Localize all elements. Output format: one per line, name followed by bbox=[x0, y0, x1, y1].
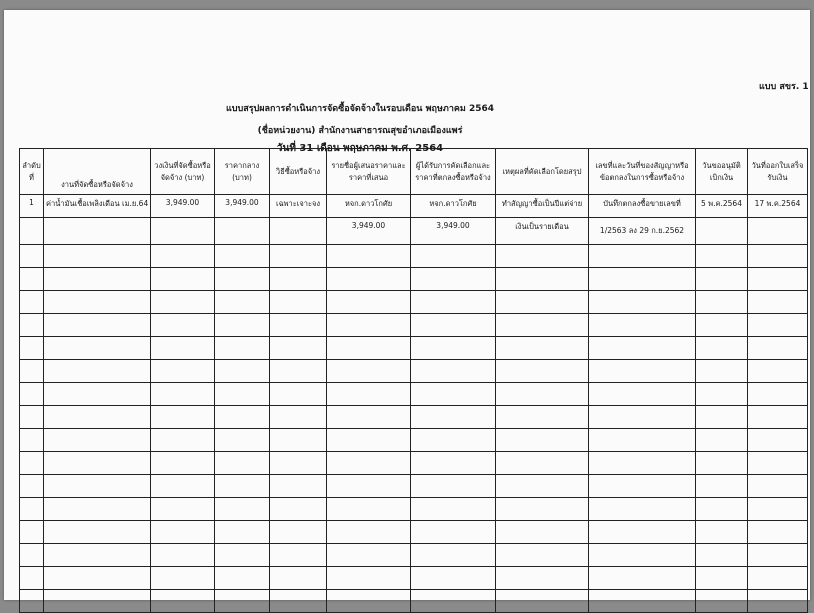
empty-cell bbox=[44, 544, 151, 567]
empty-cell bbox=[748, 475, 808, 498]
empty-cell bbox=[696, 337, 748, 360]
empty-cell bbox=[748, 291, 808, 314]
cell-budget bbox=[151, 218, 215, 245]
empty-cell bbox=[327, 245, 411, 268]
empty-cell bbox=[327, 475, 411, 498]
empty-table-row bbox=[20, 475, 808, 498]
empty-cell bbox=[411, 291, 496, 314]
empty-cell bbox=[748, 406, 808, 429]
table-body bbox=[20, 195, 808, 613]
empty-cell bbox=[496, 360, 589, 383]
procurement-table bbox=[19, 148, 808, 613]
empty-cell bbox=[589, 475, 696, 498]
empty-cell bbox=[748, 521, 808, 544]
empty-cell bbox=[44, 245, 151, 268]
empty-cell bbox=[589, 452, 696, 475]
empty-cell bbox=[215, 521, 270, 544]
empty-cell bbox=[327, 567, 411, 590]
empty-cell bbox=[270, 590, 327, 613]
table-row bbox=[20, 195, 808, 218]
empty-cell bbox=[151, 475, 215, 498]
empty-cell bbox=[151, 268, 215, 291]
empty-cell bbox=[270, 567, 327, 590]
empty-cell bbox=[327, 383, 411, 406]
empty-cell bbox=[411, 544, 496, 567]
empty-cell bbox=[696, 544, 748, 567]
empty-cell bbox=[748, 567, 808, 590]
empty-cell bbox=[589, 337, 696, 360]
empty-cell bbox=[270, 268, 327, 291]
form-code: แบบ สขร. 1 bbox=[759, 82, 809, 92]
empty-cell bbox=[411, 475, 496, 498]
cell-approval-date bbox=[696, 218, 748, 245]
empty-cell bbox=[44, 337, 151, 360]
empty-cell bbox=[327, 406, 411, 429]
empty-cell bbox=[696, 521, 748, 544]
empty-cell bbox=[589, 314, 696, 337]
empty-table-row bbox=[20, 314, 808, 337]
empty-cell bbox=[215, 383, 270, 406]
empty-cell bbox=[496, 245, 589, 268]
empty-cell bbox=[44, 498, 151, 521]
cell-work-item bbox=[44, 218, 151, 245]
empty-cell bbox=[215, 590, 270, 613]
cell-work-item: ค่าน้ำมันเชื้อเพลิงเดือน เม.ย.64 bbox=[44, 195, 151, 218]
empty-cell bbox=[44, 360, 151, 383]
cell-bidder-price: 3,949.00 bbox=[327, 218, 411, 245]
empty-cell bbox=[151, 314, 215, 337]
report-date: วันที่ 31 เดือน พฤษภาคม พ.ศ. 2564 bbox=[276, 143, 444, 154]
empty-cell bbox=[589, 291, 696, 314]
empty-cell bbox=[270, 314, 327, 337]
empty-cell bbox=[748, 429, 808, 452]
table-header-row bbox=[20, 149, 808, 195]
empty-cell bbox=[215, 452, 270, 475]
empty-cell bbox=[589, 544, 696, 567]
cell-receipt-date bbox=[748, 218, 808, 245]
empty-cell bbox=[270, 291, 327, 314]
empty-cell bbox=[44, 590, 151, 613]
empty-cell bbox=[496, 498, 589, 521]
empty-cell bbox=[496, 314, 589, 337]
header-approval-date: วันขออนุมัติเบิกเงิน bbox=[696, 149, 748, 195]
empty-cell bbox=[411, 245, 496, 268]
cell-contract: บันทึกตกลงซื้อขายเลขที่ bbox=[589, 195, 696, 218]
empty-cell bbox=[696, 360, 748, 383]
empty-cell bbox=[20, 544, 44, 567]
cell-approval-date: 5 พ.ค.2564 bbox=[696, 195, 748, 218]
empty-cell bbox=[20, 429, 44, 452]
empty-cell bbox=[44, 452, 151, 475]
empty-cell bbox=[151, 567, 215, 590]
empty-cell bbox=[589, 383, 696, 406]
document-title: แบบสรุปผลการดำเนินการจัดซื้อจัดจ้างในรอบเดือน พฤษภาคม 2564 bbox=[225, 104, 495, 114]
empty-cell bbox=[696, 475, 748, 498]
empty-cell bbox=[44, 521, 151, 544]
empty-cell bbox=[327, 268, 411, 291]
empty-cell bbox=[215, 268, 270, 291]
empty-cell bbox=[696, 429, 748, 452]
empty-cell bbox=[215, 429, 270, 452]
empty-cell bbox=[748, 245, 808, 268]
header-method: วิธีซื้อหรือจ้าง bbox=[270, 149, 327, 195]
empty-cell bbox=[215, 544, 270, 567]
empty-cell bbox=[696, 590, 748, 613]
empty-cell bbox=[748, 268, 808, 291]
empty-cell bbox=[327, 590, 411, 613]
empty-cell bbox=[270, 498, 327, 521]
cell-bidder: หจก.ดาวโกศัย bbox=[327, 195, 411, 218]
empty-cell bbox=[151, 498, 215, 521]
empty-cell bbox=[327, 498, 411, 521]
empty-cell bbox=[20, 498, 44, 521]
empty-table-row bbox=[20, 544, 808, 567]
empty-cell bbox=[696, 498, 748, 521]
empty-cell bbox=[270, 337, 327, 360]
empty-cell bbox=[411, 360, 496, 383]
cell-median-price bbox=[215, 218, 270, 245]
empty-cell bbox=[151, 383, 215, 406]
empty-cell bbox=[270, 406, 327, 429]
empty-cell bbox=[151, 590, 215, 613]
empty-table-row bbox=[20, 337, 808, 360]
header-budget: วงเงินที่จัดซื้อหรือจัดจ้าง (บาท) bbox=[151, 149, 215, 195]
empty-cell bbox=[44, 429, 151, 452]
empty-cell bbox=[20, 360, 44, 383]
empty-table-row bbox=[20, 498, 808, 521]
header-seq: ลำดับที่ bbox=[20, 149, 44, 195]
empty-cell bbox=[696, 383, 748, 406]
empty-cell bbox=[270, 383, 327, 406]
empty-cell bbox=[496, 521, 589, 544]
empty-cell bbox=[215, 337, 270, 360]
empty-cell bbox=[411, 314, 496, 337]
empty-table-row bbox=[20, 245, 808, 268]
empty-cell bbox=[496, 337, 589, 360]
empty-cell bbox=[496, 452, 589, 475]
empty-cell bbox=[151, 360, 215, 383]
empty-cell bbox=[270, 544, 327, 567]
empty-cell bbox=[589, 245, 696, 268]
empty-cell bbox=[327, 452, 411, 475]
empty-cell bbox=[589, 498, 696, 521]
cell-reason: ทำสัญญาซื้อเป็นปีแต่จ่าย bbox=[496, 195, 589, 218]
cell-reason: เงินเป็นรายเดือน bbox=[496, 218, 589, 245]
empty-cell bbox=[270, 429, 327, 452]
empty-cell bbox=[215, 567, 270, 590]
empty-cell bbox=[496, 475, 589, 498]
empty-cell bbox=[20, 314, 44, 337]
empty-cell bbox=[327, 360, 411, 383]
header-reason: เหตุผลที่คัดเลือกโดยสรุป bbox=[496, 149, 589, 195]
empty-cell bbox=[20, 452, 44, 475]
empty-cell bbox=[44, 406, 151, 429]
empty-cell bbox=[151, 291, 215, 314]
agency-name: (ชื่อหน่วยงาน) สำนักงานสาธารณสุขอำเภอเมืองแพร่ bbox=[257, 126, 463, 136]
empty-cell bbox=[411, 498, 496, 521]
empty-cell bbox=[496, 429, 589, 452]
empty-cell bbox=[411, 406, 496, 429]
empty-cell bbox=[496, 590, 589, 613]
empty-cell bbox=[589, 429, 696, 452]
empty-table-row bbox=[20, 521, 808, 544]
empty-cell bbox=[411, 452, 496, 475]
header-selected: ผู้ได้รับการคัดเลือกและราคาที่ตกลงซื้อหรือจ้าง bbox=[411, 149, 496, 195]
empty-cell bbox=[20, 406, 44, 429]
empty-cell bbox=[496, 291, 589, 314]
empty-cell bbox=[327, 429, 411, 452]
empty-table-row bbox=[20, 590, 808, 613]
empty-cell bbox=[20, 383, 44, 406]
empty-cell bbox=[215, 360, 270, 383]
empty-table-row bbox=[20, 567, 808, 590]
empty-table-row bbox=[20, 429, 808, 452]
empty-cell bbox=[215, 498, 270, 521]
empty-cell bbox=[20, 475, 44, 498]
empty-cell bbox=[696, 567, 748, 590]
empty-cell bbox=[589, 567, 696, 590]
empty-cell bbox=[215, 291, 270, 314]
empty-cell bbox=[151, 452, 215, 475]
empty-cell bbox=[589, 360, 696, 383]
empty-cell bbox=[589, 406, 696, 429]
empty-cell bbox=[696, 406, 748, 429]
header-receipt-date: วันที่ออกใบเสร็จรับเงิน bbox=[748, 149, 808, 195]
empty-cell bbox=[327, 314, 411, 337]
empty-table-row bbox=[20, 291, 808, 314]
empty-cell bbox=[44, 383, 151, 406]
empty-table-row bbox=[20, 452, 808, 475]
empty-cell bbox=[748, 337, 808, 360]
empty-cell bbox=[589, 268, 696, 291]
empty-cell bbox=[589, 521, 696, 544]
empty-cell bbox=[270, 475, 327, 498]
empty-cell bbox=[696, 268, 748, 291]
cell-selected: หจก.ดาวโกศัย bbox=[411, 195, 496, 218]
empty-cell bbox=[748, 452, 808, 475]
empty-cell bbox=[44, 268, 151, 291]
empty-cell bbox=[151, 245, 215, 268]
empty-cell bbox=[44, 567, 151, 590]
empty-cell bbox=[327, 521, 411, 544]
empty-cell bbox=[411, 383, 496, 406]
empty-cell bbox=[327, 544, 411, 567]
empty-cell bbox=[270, 360, 327, 383]
table-row bbox=[20, 218, 808, 245]
empty-cell bbox=[20, 521, 44, 544]
empty-cell bbox=[215, 245, 270, 268]
empty-cell bbox=[327, 337, 411, 360]
header-median-price: ราคากลาง (บาท) bbox=[215, 149, 270, 195]
empty-cell bbox=[748, 498, 808, 521]
empty-cell bbox=[496, 406, 589, 429]
empty-table-row bbox=[20, 406, 808, 429]
empty-cell bbox=[411, 268, 496, 291]
empty-cell bbox=[151, 406, 215, 429]
empty-cell bbox=[20, 567, 44, 590]
empty-cell bbox=[270, 521, 327, 544]
empty-cell bbox=[496, 544, 589, 567]
empty-cell bbox=[327, 291, 411, 314]
empty-cell bbox=[696, 452, 748, 475]
empty-table-row bbox=[20, 268, 808, 291]
cell-contract: 1/2563 ลง 29 ก.ย.2562 bbox=[589, 218, 696, 245]
empty-cell bbox=[151, 521, 215, 544]
empty-cell bbox=[270, 245, 327, 268]
empty-cell bbox=[151, 544, 215, 567]
empty-cell bbox=[696, 245, 748, 268]
empty-cell bbox=[589, 590, 696, 613]
cell-method: เฉพาะเจาะจง bbox=[270, 195, 327, 218]
cell-budget: 3,949.00 bbox=[151, 195, 215, 218]
empty-cell bbox=[20, 268, 44, 291]
empty-cell bbox=[44, 291, 151, 314]
header-bidders: รายชื่อผู้เสนอราคาและราคาที่เสนอ bbox=[327, 149, 411, 195]
empty-cell bbox=[748, 544, 808, 567]
empty-cell bbox=[696, 291, 748, 314]
empty-table-row bbox=[20, 383, 808, 406]
empty-cell bbox=[411, 429, 496, 452]
empty-cell bbox=[496, 567, 589, 590]
cell-method bbox=[270, 218, 327, 245]
empty-cell bbox=[411, 590, 496, 613]
empty-cell bbox=[748, 383, 808, 406]
empty-cell bbox=[411, 567, 496, 590]
empty-cell bbox=[748, 360, 808, 383]
empty-cell bbox=[20, 590, 44, 613]
empty-cell bbox=[748, 314, 808, 337]
empty-table-row bbox=[20, 360, 808, 383]
cell-seq bbox=[20, 218, 44, 245]
empty-cell bbox=[44, 475, 151, 498]
empty-cell bbox=[151, 429, 215, 452]
empty-cell bbox=[151, 337, 215, 360]
empty-cell bbox=[20, 291, 44, 314]
empty-cell bbox=[411, 521, 496, 544]
empty-cell bbox=[270, 452, 327, 475]
empty-cell bbox=[44, 314, 151, 337]
empty-cell bbox=[215, 475, 270, 498]
empty-cell bbox=[215, 406, 270, 429]
empty-cell bbox=[20, 337, 44, 360]
cell-seq: 1 bbox=[20, 195, 44, 218]
cell-selected-price: 3,949.00 bbox=[411, 218, 496, 245]
cell-median-price: 3,949.00 bbox=[215, 195, 270, 218]
empty-cell bbox=[748, 590, 808, 613]
header-contract: เลขที่และวันที่ของสัญญาหรือข้อตกลงในการซื้อหรือจ้าง bbox=[589, 149, 696, 195]
empty-cell bbox=[20, 245, 44, 268]
empty-cell bbox=[496, 268, 589, 291]
empty-cell bbox=[696, 314, 748, 337]
empty-cell bbox=[496, 383, 589, 406]
empty-cell bbox=[215, 314, 270, 337]
empty-cell bbox=[411, 337, 496, 360]
header-work-item: งานที่จัดซื้อหรือจัดจ้าง bbox=[44, 149, 151, 195]
cell-receipt-date: 17 พ.ค.2564 bbox=[748, 195, 808, 218]
